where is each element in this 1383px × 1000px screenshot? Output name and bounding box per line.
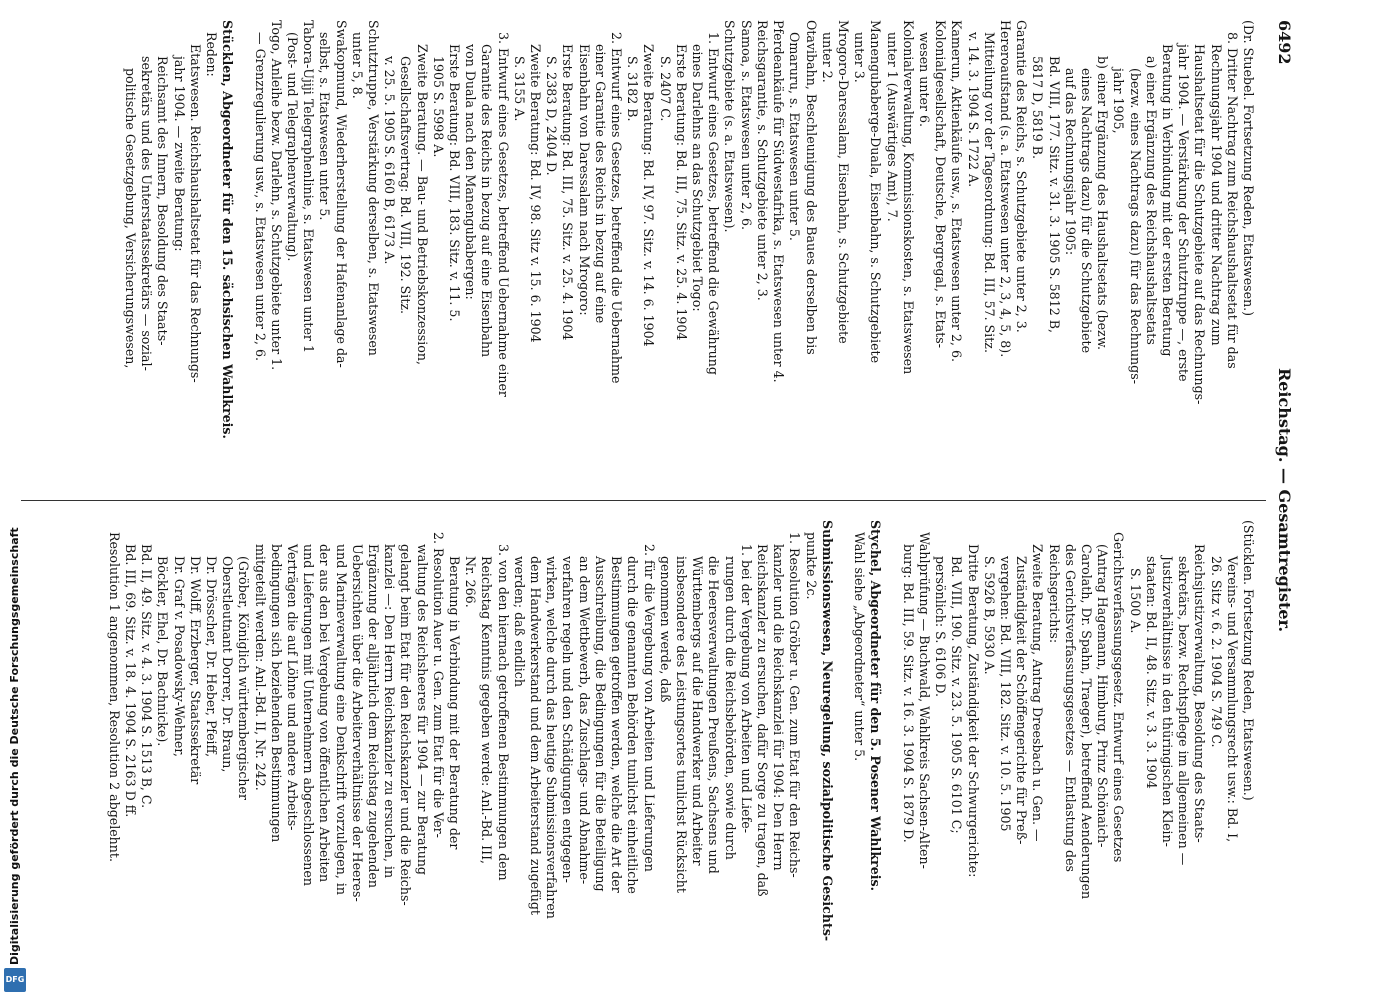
text-line: Reichsgerichts: — [1046, 544, 1062, 644]
text-line: Kolonialgesellschaft, Deutsche, Bergregal, s. Etats- — [933, 20, 949, 348]
text-line: Garantie des Reichs in bezug auf eine Eisenbahn — [479, 44, 495, 358]
text-line: Erste Beratung: Bd. III, 75. Sitz. v. 25. 4. 1904 — [560, 44, 576, 341]
text-line: von Duala nach den Manengubabergen: — [463, 44, 479, 300]
text-line: Tabora-Ujiji Telegraphenlinie, s. Etatswesen unter 1 — [301, 20, 317, 353]
text-line: Reichstag Kenntnis gegeben werde: Anl.-Bd. III, — [479, 556, 495, 865]
text-line: 2. für die Vergebung von Arbeiten und Lieferungen — [641, 544, 657, 872]
text-line: und Lieferungen mit Unternehmern abgeschlossenen — [301, 544, 317, 886]
text-line: werden; daß endlich — [511, 556, 527, 687]
text-line: Mitteilung vor der Tagesordnung: Bd. III, 57. Sitz. — [981, 32, 997, 353]
text-line: Kamerun, Aktienkäufe usw., s. Etatswesen unter 2, 6. — [949, 20, 965, 362]
text-line: Eisenbahn von Daressalam nach Mrogoro: — [576, 44, 592, 316]
text-line: wesen unter 6. — [916, 32, 932, 128]
text-line: politische Gesetzgebung, Versicherungswesen, — [123, 68, 138, 369]
text-line: 1905 S. 5998 A. — [430, 56, 446, 158]
text-line: Ausschreibung, die Bedingungen für die Beteiligung — [592, 556, 608, 892]
text-line: Reichsamt des Innern, Besoldung des Staats- — [155, 56, 171, 346]
text-line: 2. Entwurf eines Gesetzes, betreffend die Uebernahme — [609, 32, 625, 384]
text-line: kanzler und die Reichskanzlei für 1904: Den Herrn — [771, 544, 787, 871]
text-line: Dr. Wolff, Erzberger, Staatssekretär — [187, 556, 203, 785]
text-line: Resolution 1 angenommen, Resolution 2 abgelehnt. — [106, 532, 122, 862]
text-line: S. 5926 B, 5930 A. — [981, 556, 997, 675]
text-line: Zweite Beratung. — Bau- und Betriebskonzession, — [414, 44, 430, 365]
digitisation-notice: Digitalisierung gefördert durch die Deutsche Forschungsgemeinschaft — [8, 527, 21, 965]
page-number: 6492 — [1275, 20, 1294, 65]
text-line: Gesellschaftsvertrag: Bd. VIII, 192. Sitz. — [398, 56, 414, 315]
right-column — [28, 520, 1256, 985]
text-line: 2. Resolution Auer u. Gen. zum Etat für die Ver- — [430, 532, 446, 838]
text-line: Reichsgarantie, s. Schutzgebiete unter 2, 3. — [754, 20, 770, 301]
text-line: Dr. Drösscher, Dr. Heber, Pfeiff, — [204, 556, 220, 758]
text-line: Dritte Beratung, Zuständigkeit der Schwurgerichte: — [965, 544, 981, 878]
text-line: Dr. Graf v. Posadowsky-Wehner, — [171, 556, 187, 758]
text-line: 1. Resolution Gröber u. Gen. zum Etat für den Reichs- — [787, 532, 803, 878]
text-line: 8. Dritter Nachtrag zum Reichshaushaltsetat für das — [1224, 32, 1240, 369]
text-line: (bezw. eines Nachtrags dazu) für das Rechnungs- — [1127, 68, 1143, 384]
text-line: 1. bei der Vergebung von Arbeiten und Liefe- — [738, 544, 754, 833]
text-line: Wahl siehe „Abgeordneter“ unter 5. — [852, 532, 868, 762]
text-line: eines Darlehns an das Schutzgebiet Togo: — [690, 44, 706, 312]
text-line: unter 5, 8. — [349, 32, 365, 99]
text-line: Zweite Beratung: Bd. IV, 97. Sitz. v. 14. 6. 1904 — [641, 44, 657, 347]
text-line: an dem Wettbewerb, das Zuschlags- und Abnahme- — [576, 556, 592, 885]
running-head: Reichstag. — Gesamtregister. — [1275, 367, 1294, 633]
digitisation-gutter — [0, 0, 30, 1000]
text-line: kanzlei —: Den Herrn Reichskanzler zu ersuchen, in — [382, 544, 398, 879]
text-line: jahr 1904. — zweite Beratung: — [171, 56, 187, 252]
text-line: und Marineverwaltung eine Denkschrift vorzulegen, in — [333, 544, 349, 896]
text-line: unter 3. — [852, 32, 868, 83]
text-line: Bd. II, 49. Sitz. v. 4. 3. 1904 S. 1513 B, C. — [139, 544, 155, 809]
text-line: S. 2383 D, 2404 D. — [544, 56, 560, 176]
text-line: jahr 1904. — Verstärkung der Schutztruppe —, erste — [1176, 44, 1192, 382]
text-line: Böckler, Ehel, Dr. Bachnicke). — [155, 556, 171, 747]
text-line: der aus den bei Vergebung von öffentlichen Arbeiten — [317, 544, 333, 883]
text-line: gelangt beim Etat für den Reichskanzler und die Reichs- — [398, 544, 414, 906]
text-line: Kolonialverwaltung, Kommissionskosten, s. Etatswesen — [900, 20, 916, 375]
text-line: genommen werde, daß — [657, 556, 673, 703]
text-line: Stychel, Abgeordneter für den 5. Posener Wahlkreis. — [868, 520, 884, 891]
text-line: Reichsjustizverwaltung, Besoldung des Staats- — [1192, 544, 1208, 843]
text-line: verfahren regeln und den Schädigungen entgegen- — [560, 556, 576, 883]
text-line: Zweite Beratung: Bd. IV, 98. Sitz v. 15. 6. 1904 — [528, 44, 544, 343]
text-line: waltung des Reichsheeres für 1904 — zur Beratung — [414, 544, 430, 875]
text-line: dem Handwerkerstand und dem Arbeiterstand zugefügt — [528, 556, 544, 915]
text-line: Beratung in Verbindung mit der Beratung der — [447, 556, 463, 850]
text-line: Otavibahn, Beschleunigung des Baues derselben bis — [803, 20, 819, 355]
text-line: Ergänzung der alljährlich dem Reichstag zugehenden — [366, 544, 382, 888]
text-line: Uebersichten über die Arbeiterverhältnisse der Heeres- — [349, 544, 365, 902]
text-line: staaten: Bd. II, 48. Sitz. v. 3. 3. 1904 — [1143, 556, 1159, 789]
dfg-logo: DFG — [4, 968, 26, 992]
text-line: Pferdeankäufe für Südwestafrika, s. Etatswesen unter 4. — [771, 20, 787, 383]
text-line: Bd. VIII, 190. Sitz. v. 23. 5. 1905 S. 6101 C; — [949, 556, 965, 834]
text-line: Omaruru, s. Etatswesen unter 5. — [787, 32, 803, 241]
text-line: Erste Beratung: Bd. III, 75. Sitz. v. 25. 4. 1904 — [673, 44, 689, 341]
text-line: (Gröber, Königlich württembergischer — [236, 556, 252, 800]
text-line: auf das Rechnungsjahr 1905: — [1062, 68, 1078, 256]
text-line: Stücklen, Abgeordneter für den 15. sächsischen Wahlkreis. — [220, 20, 236, 439]
text-line: Schutztruppe, Verstärkung derselben, s. Etatswesen — [366, 20, 382, 356]
text-line: Gerichtsverfassungsgesetz. Entwurf eines Gesetzes — [1111, 532, 1127, 863]
text-line: die Heeresverwaltungen Preußens, Sachsens und — [706, 556, 722, 874]
text-line: Reichskanzler zu ersuchen, dafür Sorge zu tragen, daß — [754, 544, 770, 897]
text-line: eines Nachtrags dazu) für die Schutzgebiete — [1078, 68, 1094, 354]
text-line: Zuständigkeit der Schöffengerichte für Preß- — [1014, 556, 1030, 845]
text-line: a) einer Ergänzung des Reichshaushaltsetats — [1143, 56, 1159, 345]
text-line: rungen durch die Reichsbehörden, sowie durch — [722, 556, 738, 860]
text-line: jahr 1905, — [1111, 68, 1127, 134]
text-line: Togo, Anleihe bezw. Darlehn, s. Schutzgebiete unter 1. — [268, 20, 284, 371]
text-line: Wahlprüfung — Buchwald, Wahlkreis Sachsen-Alten- — [916, 532, 932, 869]
text-line: Schutzgebiete (s. a. Etatswesen). — [722, 20, 738, 233]
text-line: Bd. III, 69. Sitz. v. 18. 4. 1904 S. 2163 D ff. — [123, 544, 139, 818]
text-line: b) einer Ergänzung des Haushaltsetats (bezw. — [1095, 56, 1111, 350]
text-line: des Gerichtsverfassungsgesetzes — Entlastung des — [1062, 544, 1078, 872]
text-line: selbst, s. Etatswesen unter 5. — [317, 32, 333, 221]
text-line — [883, 520, 899, 985]
text-line: v. 25. 5. 1905 S. 6160 B, 6173 A. — [382, 56, 398, 265]
text-line: Mrogoro-Daressalam, Eisenbahn, s. Schutzgebiete — [835, 20, 851, 344]
text-line: Carolath, Dr. Spahn, Traeger), betreffend Aenderungen — [1078, 544, 1094, 900]
text-line: Bestimmungen getroffen werden, welche die Art der — [609, 556, 625, 893]
text-line: Garantie des Reichs, s. Schutzgebiete unter 2, 3. — [1014, 20, 1030, 333]
text-line: 3. von den hiernach getroffenen Bestimmungen dem — [495, 544, 511, 881]
text-line: Manengubaberge-Duala, Eisenbahn, s. Schutzgebiete — [868, 20, 884, 364]
text-line: (Antrag Hagemann, Himburg, Prinz Schönaich- — [1095, 544, 1111, 848]
text-line: S. 3182 B. — [625, 56, 641, 122]
text-line: 26. Sitz v. 6. 2. 1904 S. 749 C. — [1208, 556, 1224, 748]
text-line: Swakopmund, Wiederherstellung der Hafenanlage da- — [333, 20, 349, 368]
text-line: S. 3155 A. — [511, 56, 527, 122]
text-line: sekretärs und des Unterstaatssekretärs — sozial- — [139, 56, 155, 371]
text-line: unter 2. — [819, 32, 835, 83]
text-line: Submissionswesen, Neuregelung, sozialpolitische Gesichts- — [819, 520, 835, 942]
text-line: Verträgen die auf Löhne und andere Arbeits- — [285, 544, 301, 831]
text-line: Justizverhältnisse in den thüringischen Klein- — [1159, 556, 1175, 847]
text-line: durch die genannten Behörden tunlichst einheitliche — [625, 556, 641, 894]
text-line: punkte 2c. — [803, 532, 819, 600]
text-line: (Stücklen. Fortsetzung Reden, Etatswesen.) — [1241, 520, 1256, 801]
text-line: mitgeteilt werden: Anl.-Bd. II, Nr. 242. — [252, 544, 268, 791]
text-line: persönlich: S. 6106 D. — [933, 556, 949, 698]
text-line: (Dr. Stuebel. Fortsetzung Reden, Etatswesen.) — [1241, 20, 1256, 317]
text-line: Vereins- und Versammlungsrecht usw.: Bd. I, — [1224, 556, 1240, 843]
text-line: v. 14. 3. 1904 S. 1722 A. — [965, 32, 981, 188]
text-line: Nr. 266. — [463, 556, 479, 608]
text-line: Württembergs auf die Handwerker und Arbeiter — [690, 556, 706, 866]
left-column — [28, 20, 1256, 485]
text-line: wirken, welche durch das heutige Submissionsverfahren — [544, 556, 560, 919]
text-line: unter 1 (Auswärtiges Amt), 7. — [884, 32, 900, 222]
text-line: — Grenzregulierung usw., s. Etatswesen unter 2, 6. — [252, 32, 268, 362]
text-line: Beratung in Verbindung mit der ersten Beratung — [1159, 44, 1175, 357]
text-line: 1. Entwurf eines Gesetzes, betreffend die Gewährung — [706, 32, 722, 375]
text-line: S. 2407 C. — [657, 56, 673, 122]
text-line: burg: Bd. III, 59. Sitz. v. 16. 3. 1904 S. 1879 D. — [900, 544, 916, 843]
text-line: Bd. VIII, 177. Sitz. v. 31. 3. 1905 S. 5812 B, — [1046, 56, 1062, 333]
text-line: (Post- und Telegraphenverwaltung). — [285, 32, 301, 262]
text-line: Oberstleutnant Dorrer, Dr. Braun, — [220, 556, 236, 773]
text-line: Haushaltsetat für die Schutzgebiete auf das Rechnungs- — [1192, 44, 1208, 405]
text-line: 5817 D, 5819 B. — [1030, 56, 1046, 160]
text-line: S. 1500 A. — [1127, 568, 1143, 634]
text-line — [235, 20, 251, 485]
text-line: 3. Entwurf eines Gesetzes, betreffend Uebernahme einer — [495, 32, 511, 397]
text-line: sekretärs, bezw. Rechtspflege im allgemeinen — — [1176, 556, 1192, 866]
text-line: Etatswesen. Reichshaushaltsetat für das Rechnungs- — [187, 44, 203, 383]
text-line: einer Garantie des Reichs in bezug auf eine — [592, 44, 608, 324]
text-line: Zweite Beratung, Antrag Dreesbach u. Gen. — — [1030, 544, 1046, 842]
text-line: bedingungen sich beziehenden Bestimmungen — [268, 544, 284, 843]
text-line: Rechnungsjahr 1904 und dritter Nachtrag zum — [1208, 44, 1224, 346]
text-line: insbesondere des Leistungsortes tunlichst Rücksicht — [673, 556, 689, 893]
column-divider — [21, 500, 1266, 501]
text-line: Samoa, s. Etatswesen unter 2, 6. — [738, 20, 754, 230]
text-line: Reden: — [204, 32, 220, 77]
text-line: vergehen: Bd. VIII, 182. Sitz. v. 10. 5. 1905 — [997, 556, 1013, 832]
text-line: Erste Beratung: Bd. VIII, 183. Sitz. v. 11. 5. — [447, 44, 463, 322]
text-line — [835, 520, 851, 985]
text-line: Hereroaufstand (s. a. Etatswesen unter 2, 3, 4, 5, 8). — [997, 20, 1013, 358]
